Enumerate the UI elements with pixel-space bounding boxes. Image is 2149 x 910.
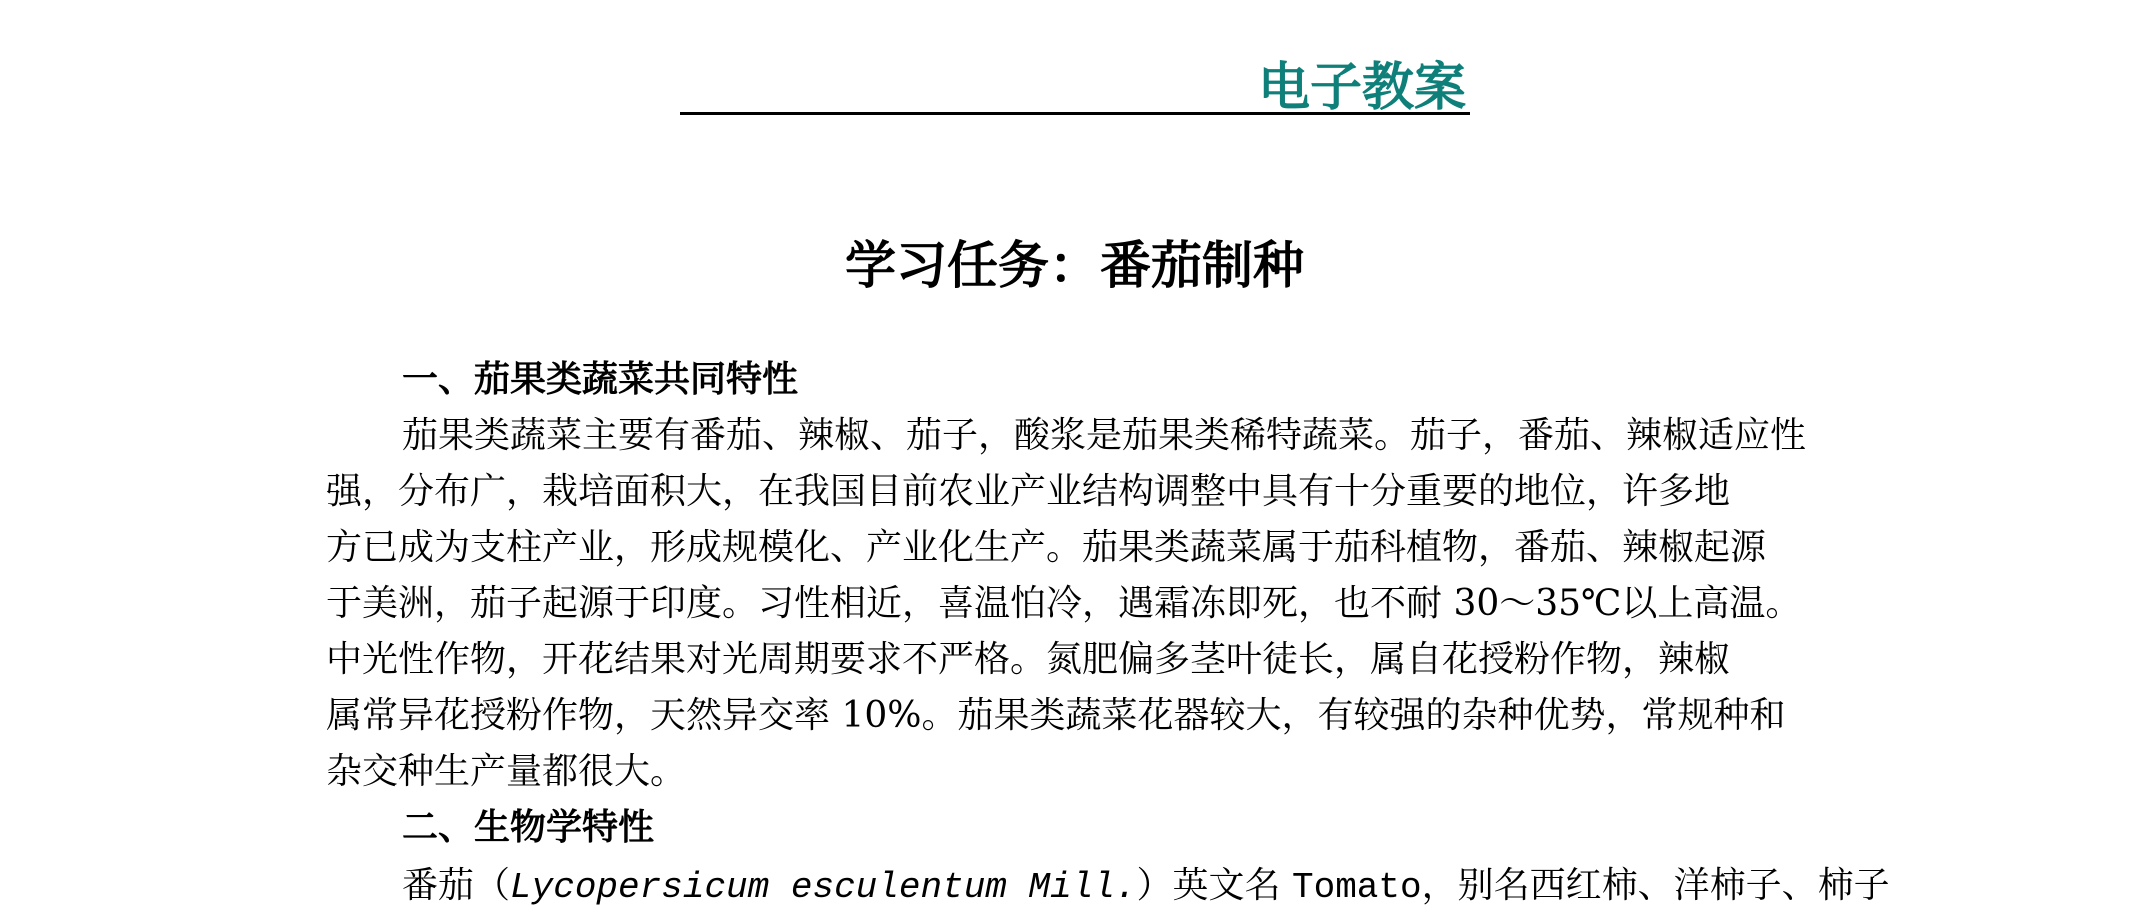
paragraph-line — [402, 864, 1890, 910]
paragraph-line: 属常异花授粉作物，天然异交率 10%。茄果类蔬菜花器较大，有较强的杂种优势，常规种和 — [326, 695, 1786, 736]
paragraph-line: 中光性作物，开花结果对光周期要求不严格。氮肥偏多茎叶徒长，属自花授粉作物，辣椒 — [326, 639, 1731, 680]
header-label: 电子教案 — [1258, 58, 1467, 118]
section-heading-2: 二、生物学特性 — [402, 807, 655, 848]
latin-name: Lycopersicum esculentum Mill. — [510, 867, 1137, 908]
paragraph-line: 方已成为支柱产业，形成规模化、产业化生产。茄果类蔬菜属于茄科植物，番茄、辣椒起源 — [326, 527, 1767, 568]
paragraph-line: 于美洲，茄子起源于印度。习性相近，喜温怕冷，遇霜冻即死，也不耐 30～35℃以上高温。 — [326, 583, 1802, 624]
species-suffix: ，别名西红柿、洋柿子、柿子 — [1421, 865, 1890, 906]
section-heading-1: 一、茄果类蔬菜共同特性 — [402, 359, 799, 400]
english-name: Tomato — [1291, 867, 1422, 908]
species-mid: ）英文名 — [1136, 865, 1292, 906]
species-prefix: 番茄（ — [402, 865, 511, 906]
paragraph-line: 强，分布广，栽培面积大，在我国目前农业产业结构调整中具有十分重要的地位，许多地 — [326, 471, 1731, 512]
paragraph-line: 杂交种生产量都很大。 — [326, 751, 687, 792]
paragraph-line: 茄果类蔬菜主要有番茄、辣椒、茄子，酸浆是茄果类稀特蔬菜。茄子，番茄、辣椒适应性 — [402, 415, 1807, 456]
document-title: 学习任务：番茄制种 — [844, 237, 1304, 296]
